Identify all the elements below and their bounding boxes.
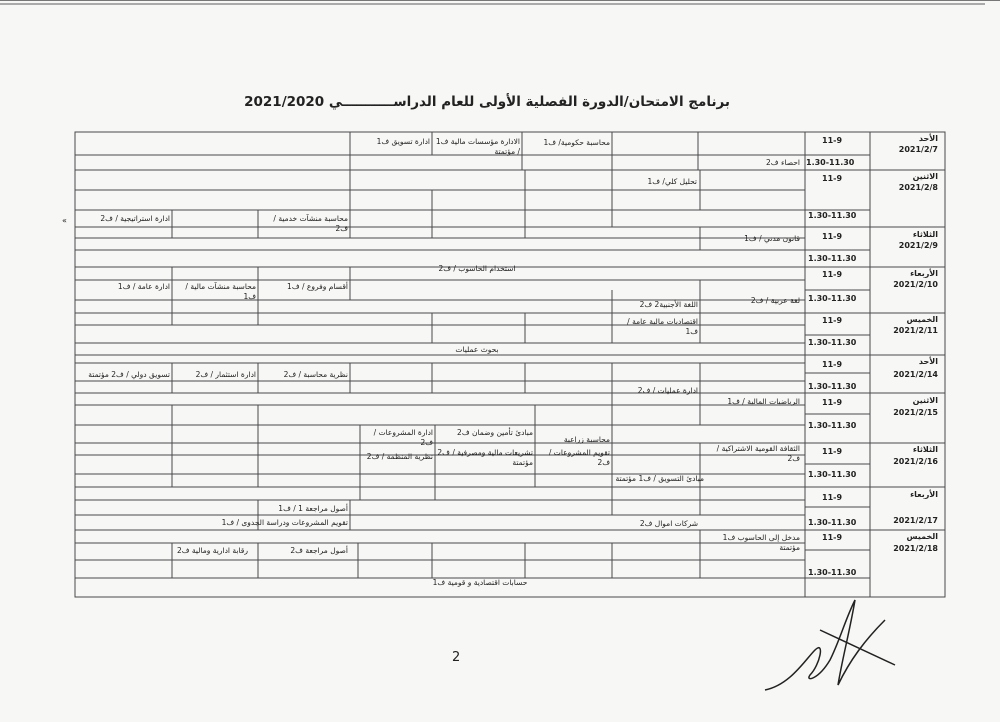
day-label: الاثنين	[912, 396, 938, 405]
exam-entry: محاسبة زراعية	[563, 435, 610, 444]
date-label: 2021/2/15	[893, 408, 938, 417]
time-slot: 1.30-11.30	[808, 470, 857, 479]
exam-entry: حسابات اقتصادية و قومية ف1	[432, 578, 528, 587]
time-slot: 11-9	[822, 398, 843, 407]
exam-entry: ادارة تسويق ف1	[376, 137, 430, 146]
exam-entry: شركات اموال ف2	[639, 519, 698, 528]
exam-entry: تشريعات مالية ومصرفية / ف2 مؤتمتة	[437, 448, 533, 467]
exam-entry: ادارة المشروعات / ف2	[373, 428, 433, 447]
time-slot: 1.30-11.30	[808, 382, 857, 391]
exam-entry: الثقافة القومية الاشتراكية / ف2	[716, 444, 800, 463]
date-label: 2021/2/9	[898, 241, 938, 250]
exam-entry: احصاء ف2	[766, 158, 800, 167]
day-label: الاثنين	[912, 172, 938, 181]
exam-entry: اقتصاديات مالية عامة / ف1	[627, 317, 698, 336]
exam-entry: تسويق دولي / ف2 مؤتمتة	[88, 370, 170, 379]
day-label: الخميس	[906, 532, 938, 541]
day-label: الخميس	[906, 315, 938, 324]
time-slot: 11-9	[822, 493, 843, 502]
time-slot: 11-9	[822, 533, 843, 542]
exam-entry: تقويم المشروعات / ف2	[548, 448, 610, 467]
day-label: الأربعاء	[910, 490, 938, 499]
exam-entry: ادارة استثمار / ف2	[195, 370, 256, 379]
exam-entry: محاسبة منشآت خدمية / ف2	[273, 214, 348, 233]
time-slot: 11-9	[822, 232, 843, 241]
time-slot: 1.30-11.30	[808, 211, 857, 220]
time-slot: 1.30-11.30	[806, 158, 855, 167]
day-label: الأحد	[918, 134, 938, 143]
exam-entry: أصول مراجعة 1 / ف1	[278, 504, 348, 513]
exam-entry: أصول مراجعة ف2	[290, 546, 348, 555]
time-slot: 1.30-11.30	[808, 294, 857, 303]
exam-entry: محاسبة حكومية/ ف1	[543, 138, 610, 147]
exam-entry: مبادئ التسويق / ف1 مؤتمتة	[615, 474, 704, 483]
date-label: 2021/2/17	[893, 516, 938, 525]
exam-entry: نظرية محاسبة / ف2	[283, 370, 348, 379]
time-slot: 11-9	[822, 447, 843, 456]
date-label: 2021/2/7	[898, 145, 938, 154]
exam-entry: الرياضيات المالية / ف1	[727, 397, 800, 406]
exam-entry: ادارة عمليات / ف2	[637, 386, 698, 395]
page-number: 2	[452, 650, 461, 665]
exam-entry: ادارة استراتيجية / ف2	[100, 214, 170, 223]
date-label: 2021/2/14	[893, 370, 938, 379]
day-label: الثلاثاء	[912, 230, 938, 239]
exam-entry: تحليل كلي/ ف1	[647, 177, 697, 186]
day-label: الأحد	[918, 357, 938, 366]
date-label: 2021/2/16	[893, 457, 938, 466]
time-slot: 1.30-11.30	[808, 421, 857, 430]
exam-entry: مبادئ تأمين وضمان ف2	[457, 428, 533, 437]
exam-entry: بحوث عمليات	[455, 345, 499, 354]
time-slot: 11-9	[822, 270, 843, 279]
margin-mark: «	[62, 216, 67, 225]
time-slot: 1.30-11.30	[808, 518, 857, 527]
date-label: 2021/2/10	[893, 280, 938, 289]
signature	[760, 590, 900, 710]
day-label: الأربعاء	[910, 269, 938, 278]
exam-entry: ادارة عامة / ف1	[117, 282, 170, 291]
exam-entry: رقابة ادارية ومالية ف2	[176, 546, 248, 555]
exam-entry: اللغة الأجنبية2 ف2	[639, 300, 698, 309]
page-title: برنامج الامتحان/الدورة الفصلية الأولى للعام الدراســـــــــــي 2021/2020	[244, 94, 730, 110]
time-slot: 11-9	[822, 360, 843, 369]
date-label: 2021/2/11	[893, 326, 938, 335]
date-label: 2021/2/8	[898, 183, 938, 192]
exam-entry: لغة عربية / ف2	[750, 296, 800, 305]
day-label: الثلاثاء	[912, 445, 938, 454]
exam-entry: محاسبة منشآت مالية / ف1	[185, 282, 256, 301]
time-slot: 1.30-11.30	[808, 254, 857, 263]
exam-entry: استخدام الحاسوب / ف2	[438, 264, 516, 273]
time-slot: 11-9	[822, 316, 843, 325]
exam-entry: تقويم المشروعات ودراسة الجدوى / ف1	[221, 518, 348, 527]
exam-entry: أقسام وفروع / ف1	[287, 282, 348, 291]
time-slot: 1.30-11.30	[808, 568, 857, 577]
date-label: 2021/2/18	[893, 544, 938, 553]
time-slot: 1.30-11.30	[808, 338, 857, 347]
exam-entry: نظرية المنظمة / ف2	[366, 452, 433, 461]
time-slot: 11-9	[822, 174, 843, 183]
exam-entry: مدخل إلى الحاسوب ف1 مؤتمتة	[722, 533, 800, 552]
exam-entry: الادارة مؤسسات مالية ف1 / مؤتمتة	[435, 137, 520, 156]
exam-entry: قانون مدني / ف1	[744, 234, 800, 243]
time-slot: 11-9	[822, 136, 843, 145]
